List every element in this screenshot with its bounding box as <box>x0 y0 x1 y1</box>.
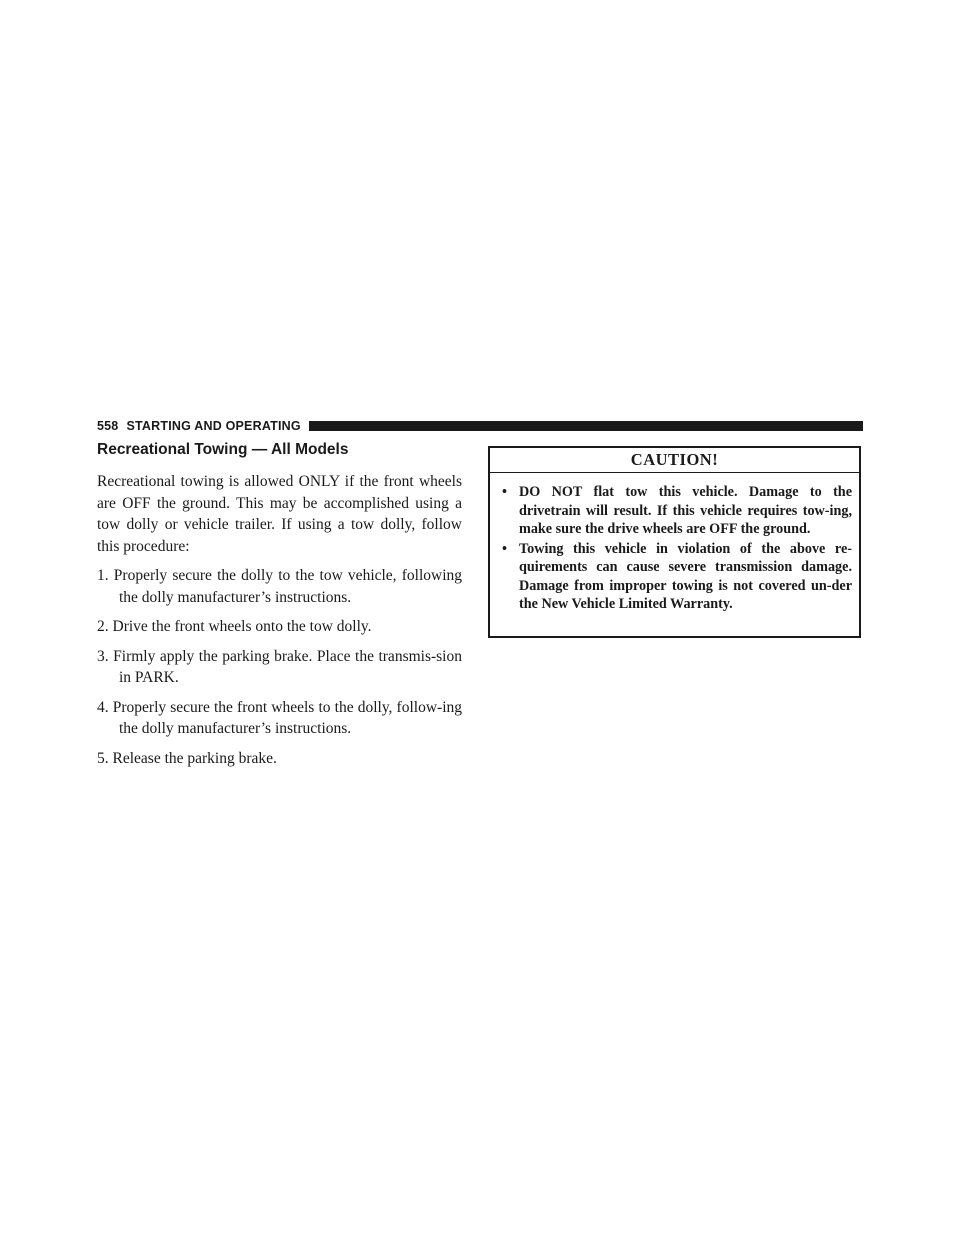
step-item: 3. Firmly apply the parking brake. Place the transmis-sion in PARK. <box>97 647 462 686</box>
caution-item <box>502 540 852 614</box>
header-rule <box>309 421 863 431</box>
caution-item <box>502 483 852 539</box>
procedure-steps <box>97 565 462 769</box>
caution-list <box>490 473 859 614</box>
left-column <box>97 440 462 777</box>
step-item: 2. Drive the front wheels onto the tow dolly. <box>97 618 372 635</box>
step-item: 4. Properly secure the front wheels to the dolly, follow-ing the dolly manufacturer’s instructions. <box>97 698 462 737</box>
bullet-icon: • <box>502 484 507 500</box>
step-item: 1. Properly secure the dolly to the tow vehicle, following the dolly manufacturer’s instructions. <box>97 567 462 606</box>
caution-item-text: Towing this vehicle in violation of the above re-quirements can cause severe transmission damage. Damage from improper towing is not covered un-der the New Vehicle Limited Warranty. <box>519 540 852 612</box>
section-title: Recreational Towing — All Models <box>97 441 349 458</box>
caution-box <box>488 446 861 638</box>
intro-paragraph: Recreational towing is allowed ONLY if the front wheels are OFF the ground. This may be accomplished using a tow dolly or vehicle trailer. If using a tow dolly, follow this procedure: <box>97 473 462 555</box>
caution-item-text: DO NOT flat tow this vehicle. Damage to the drivetrain will result. If this vehicle requires tow-ing, make sure the drive wheels are OFF the ground. <box>519 484 852 537</box>
bullet-icon: • <box>502 540 507 557</box>
caution-title: CAUTION! <box>490 448 859 473</box>
page-header <box>97 419 863 433</box>
step-item: 5. Release the parking brake. <box>97 749 277 767</box>
page-number: 558 <box>97 419 119 433</box>
section-name: STARTING AND OPERATING <box>126 419 301 433</box>
